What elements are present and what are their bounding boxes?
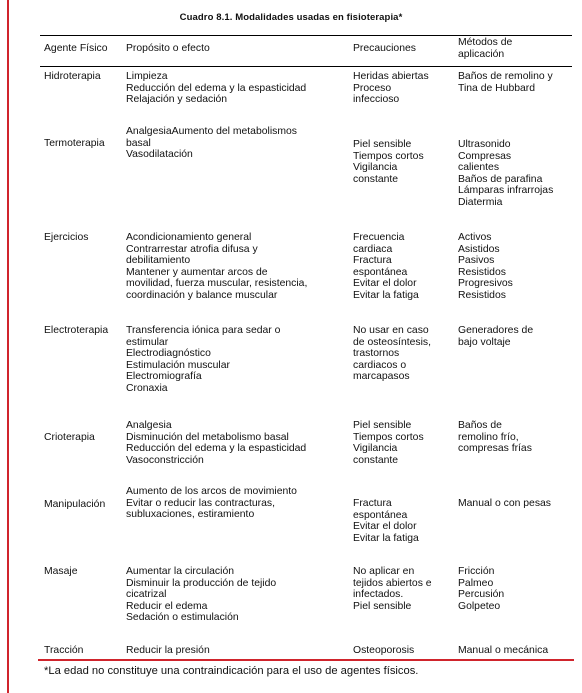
methods-cell-line: Activos (458, 232, 492, 243)
purpose-cell-line: Reducción del edema y la espasticidad (126, 82, 307, 94)
precautions-cell-line: de osteosíntesis, (353, 336, 431, 348)
methods-cell-line: Baños de (458, 420, 502, 431)
purpose-cell-line: Vasodilatación (126, 149, 193, 161)
precautions-cell-line: No aplicar en (353, 566, 415, 577)
precautions-cell-line: Piel sensible (353, 420, 412, 431)
agent-cell: Hidroterapia (44, 71, 101, 82)
methods-cell-line: Compresas (458, 150, 512, 162)
precautions-cell (353, 420, 424, 466)
purpose-cell-line: Vasoconstricción (126, 454, 204, 466)
methods-cell-line: Ultrasonido (458, 139, 511, 150)
purpose-cell-line: Analgesia (126, 420, 172, 431)
purpose-cell-line: basal (126, 137, 151, 149)
purpose-cell-line: Cronaxia (126, 382, 168, 394)
methods-cell-line: Tina de Hubbard (458, 82, 536, 94)
precautions-cell-line: Frecuencia (353, 232, 405, 243)
purpose-cell-line: AnalgesiaAumento del metabolismos (126, 126, 297, 137)
precautions-cell-line: Evitar el dolor (353, 521, 417, 533)
methods-cell-line: Resistidos (458, 289, 506, 301)
purpose-cell-line: subluxaciones, estiramiento (126, 509, 255, 521)
purpose-cell-line: Reducir el edema (126, 600, 208, 612)
purpose-cell (126, 71, 306, 106)
precautions-cell-line: Piel sensible (353, 600, 412, 612)
precautions-cell-line: infectados. (353, 589, 404, 601)
purpose-cell-line: Acondicionamiento general (126, 232, 252, 243)
methods-cell-line: Manual o mecánica (458, 645, 549, 656)
header-top-rule (40, 35, 572, 36)
precautions-cell-line: Osteoporosis (353, 645, 415, 656)
precautions-cell (353, 139, 424, 185)
precautions-cell-line: infeccioso (353, 94, 400, 106)
precautions-cell (353, 645, 414, 657)
table-bottom-rule (38, 659, 574, 661)
purpose-cell-line: Mantener y aumentar arcos de (126, 266, 268, 278)
precautions-cell-line: Piel sensible (353, 139, 412, 150)
purpose-cell-line: Limpieza (126, 71, 168, 82)
header-methods-line: aplicación (458, 48, 505, 60)
methods-cell-line: Pasivos (458, 255, 495, 267)
methods-cell-line: calientes (458, 162, 500, 174)
methods-cell (458, 232, 513, 302)
purpose-cell-line: Reducción del edema y la espasticidad (126, 443, 307, 455)
precautions-cell-line: Tiempos cortos (353, 431, 424, 443)
purpose-cell-line: Electrodiagnóstico (126, 348, 211, 360)
table-title: Cuadro 8.1. Modalidades usadas en fisioterapia* (179, 12, 403, 23)
precautions-cell-line: No usar en caso (353, 325, 429, 336)
purpose-cell-line: Disminuir la producción de tejido (126, 577, 277, 589)
precautions-cell-line: Tiempos cortos (353, 150, 424, 162)
methods-cell (458, 325, 533, 348)
agent-cell: Manipulación (44, 499, 106, 510)
header-precautions: Precauciones (353, 43, 416, 54)
precautions-cell-line: trastornos (353, 348, 400, 360)
methods-cell-line: Percusión (458, 589, 505, 601)
precautions-cell-line: constante (353, 173, 399, 185)
methods-cell-line: remolino frío, (458, 431, 519, 443)
header-purpose: Propósito o efecto (126, 43, 210, 54)
left-margin-rule (7, 0, 9, 693)
purpose-cell-line: Sedación o estimulación (126, 612, 239, 624)
methods-cell-line: Diatermia (458, 196, 503, 208)
precautions-cell (353, 325, 431, 383)
methods-cell-line: Lámparas infrarrojas (458, 185, 554, 197)
precautions-cell-line: Proceso (353, 82, 392, 94)
purpose-cell-line: Reducir la presión (126, 645, 210, 656)
agent-cell: Electroterapia (44, 325, 109, 336)
purpose-cell-line: movilidad, fuerza muscular, resistencia, (126, 278, 308, 290)
precautions-cell (353, 498, 419, 544)
methods-cell-line: Asistidos (458, 243, 500, 255)
methods-cell-line: Progresivos (458, 278, 513, 290)
methods-cell-line: compresas frías (458, 443, 532, 455)
agent-cell: Crioterapia (44, 432, 95, 443)
precautions-cell-line: cardiaca (353, 243, 393, 255)
methods-cell (458, 498, 551, 510)
precautions-cell-line: Evitar la fatiga (353, 289, 419, 301)
purpose-cell-line: Evitar o reducir las contracturas, (126, 497, 275, 509)
header-agent: Agente Físico (44, 43, 108, 54)
precautions-cell-line: cardiacos o (353, 359, 407, 371)
precautions-cell-line: tejidos abiertos e (353, 577, 432, 589)
purpose-cell (126, 566, 276, 624)
precautions-cell (353, 566, 432, 612)
methods-cell-line: Generadores de (458, 325, 534, 336)
precautions-cell-line: Fractura (353, 255, 392, 267)
precautions-cell-line: Vigilancia (353, 443, 398, 455)
methods-cell (458, 566, 504, 612)
methods-cell-line: Manual o con pesas (458, 498, 551, 509)
agent-cell: Tracción (44, 645, 84, 656)
precautions-cell-line: Vigilancia (353, 162, 398, 174)
precautions-cell-line: constante (353, 454, 399, 466)
agent-cell: Termoterapia (44, 138, 105, 149)
precautions-cell-line: espontánea (353, 509, 408, 521)
purpose-cell (126, 232, 307, 302)
purpose-cell-line: Relajación y sedación (126, 94, 228, 106)
header-methods (458, 37, 512, 60)
purpose-cell-line: estimular (126, 336, 169, 348)
purpose-cell (126, 325, 280, 395)
precautions-cell-line: Evitar la fatiga (353, 532, 419, 544)
purpose-cell-line: cicatrizal (126, 589, 167, 601)
purpose-cell-line: Electromiografía (126, 371, 202, 383)
purpose-cell (126, 126, 297, 161)
methods-cell (458, 645, 548, 657)
agent-cell: Ejercicios (44, 232, 89, 243)
precautions-cell-line: espontánea (353, 266, 408, 278)
purpose-cell-line: debilitamiento (126, 255, 191, 267)
precautions-cell-line: Fractura (353, 498, 392, 509)
purpose-cell-line: Estimulación muscular (126, 359, 230, 371)
agent-cell: Masaje (44, 566, 78, 577)
methods-cell-line: Golpeteo (458, 600, 501, 612)
footnote: *La edad no constituye una contraindicación para el uso de agentes físicos. (44, 665, 419, 677)
purpose-cell-line: Aumentar la circulación (126, 566, 234, 577)
methods-cell-line: Baños de remolino y (458, 71, 553, 82)
purpose-cell (126, 645, 210, 657)
methods-cell (458, 420, 532, 455)
purpose-cell-line: coordinación y balance muscular (126, 289, 278, 301)
header-bottom-rule (40, 66, 572, 67)
purpose-cell (126, 420, 306, 466)
purpose-cell-line: Disminución del metabolismo basal (126, 431, 289, 443)
precautions-cell-line: Evitar el dolor (353, 278, 417, 290)
precautions-cell (353, 71, 429, 106)
purpose-cell-line: Aumento de los arcos de movimiento (126, 486, 297, 497)
purpose-cell-line: Contrarrestar atrofia difusa y (126, 243, 258, 255)
methods-cell-line: Palmeo (458, 577, 494, 589)
methods-cell-line: Resistidos (458, 266, 506, 278)
methods-cell-line: Fricción (458, 566, 495, 577)
header-methods-line: Métodos de (458, 37, 513, 48)
precautions-cell (353, 232, 419, 302)
methods-cell-line: Baños de parafina (458, 173, 543, 185)
methods-cell (458, 139, 553, 209)
precautions-cell-line: marcapasos (353, 371, 410, 383)
precautions-cell-line: Heridas abiertas (353, 71, 429, 82)
methods-cell-line: bajo voltaje (458, 336, 511, 348)
purpose-cell-line: Transferencia iónica para sedar o (126, 325, 281, 336)
purpose-cell (126, 486, 297, 521)
methods-cell (458, 71, 553, 94)
